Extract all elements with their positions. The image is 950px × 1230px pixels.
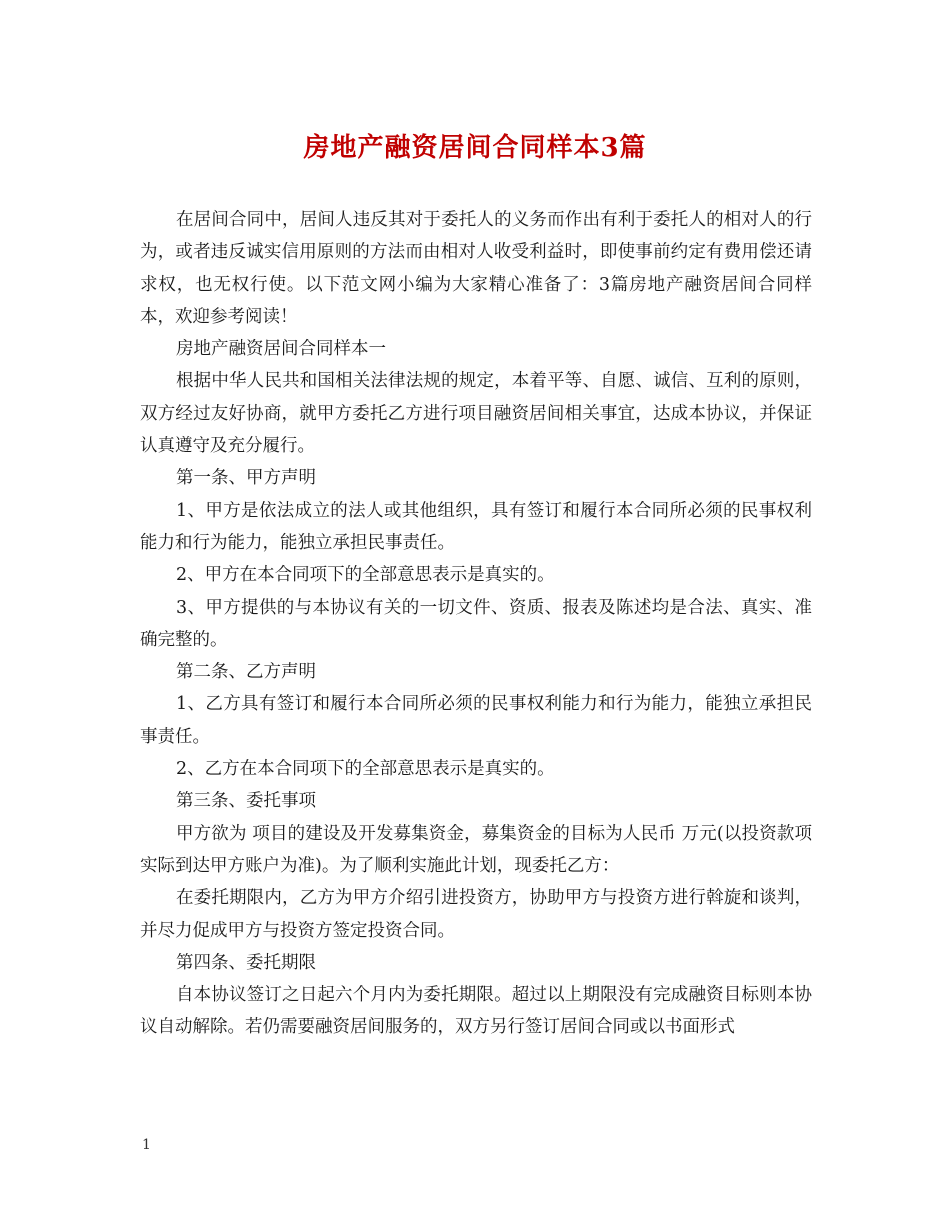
paragraph-preamble: 根据中华人民共和国相关法律法规的规定，本着平等、自愿、诚信、互利的原则，双方经过友好协商，就甲方委托乙方进行项目融资居间相关事宜，达成本协议，并保证认真遵守及充分履行。 [140, 371, 812, 457]
section-heading-1: 第一条、甲方声明 [176, 468, 316, 489]
paragraph-clause: 2、甲方在本合同项下的全部意思表示是真实的。 [176, 565, 555, 586]
paragraph-clause: 3、甲方提供的与本协议有关的一切文件、资质、报表及陈述均是合法、真实、准确完整的。 [140, 597, 812, 650]
paragraph-intro: 在居间合同中，居间人违反其对于委托人的义务而作出有利于委托人的相对人的行为，或者违反诚实信用原则的方法而由相对人收受利益时，即使事前约定有费用偿还请求权，也无权行使。以下范文网小编为大家精心准备了：3篇房地产融资居间合同样本，欢迎参考阅读！ [140, 210, 812, 327]
paragraph-clause: 甲方欲为 项目的建设及开发募集资金，募集资金的目标为人民币 万元(以投资款项实际到达甲方账户为准)。为了顺利实施此计划，现委托乙方： [140, 823, 812, 876]
paragraph-clause: 1、甲方是依法成立的法人或其他组织，具有签订和履行本合同所必须的民事权利能力和行为能力，能独立承担民事责任。 [140, 500, 812, 553]
document-title: 房地产融资居间合同样本3篇 [303, 133, 647, 163]
paragraph-clause: 自本协议签订之日起六个月内为委托期限。超过以上期限没有完成融资目标则本协议自动解除。若仍需要融资居间服务的，双方另行签订居间合同或以书面形式 [140, 985, 812, 1038]
paragraph-clause: 在委托期限内，乙方为甲方介绍引进投资方，协助甲方与投资方进行斡旋和谈判，并尽力促成甲方与投资方签定投资合同。 [140, 888, 812, 941]
paragraph-clause: 2、乙方在本合同项下的全部意思表示是真实的。 [176, 759, 555, 780]
paragraph-clause: 1、乙方具有签订和履行本合同所必须的民事权利能力和行为能力，能独立承担民事责任。 [140, 694, 812, 747]
document-body [140, 204, 812, 1044]
section-heading-4: 第四条、委托期限 [176, 952, 316, 973]
page-number: 1 [142, 1137, 151, 1153]
paragraph-sample-heading: 房地产融资居间合同样本一 [176, 339, 386, 360]
section-heading-2: 第二条、乙方声明 [176, 662, 316, 683]
section-heading-3: 第三条、委托事项 [176, 791, 316, 812]
